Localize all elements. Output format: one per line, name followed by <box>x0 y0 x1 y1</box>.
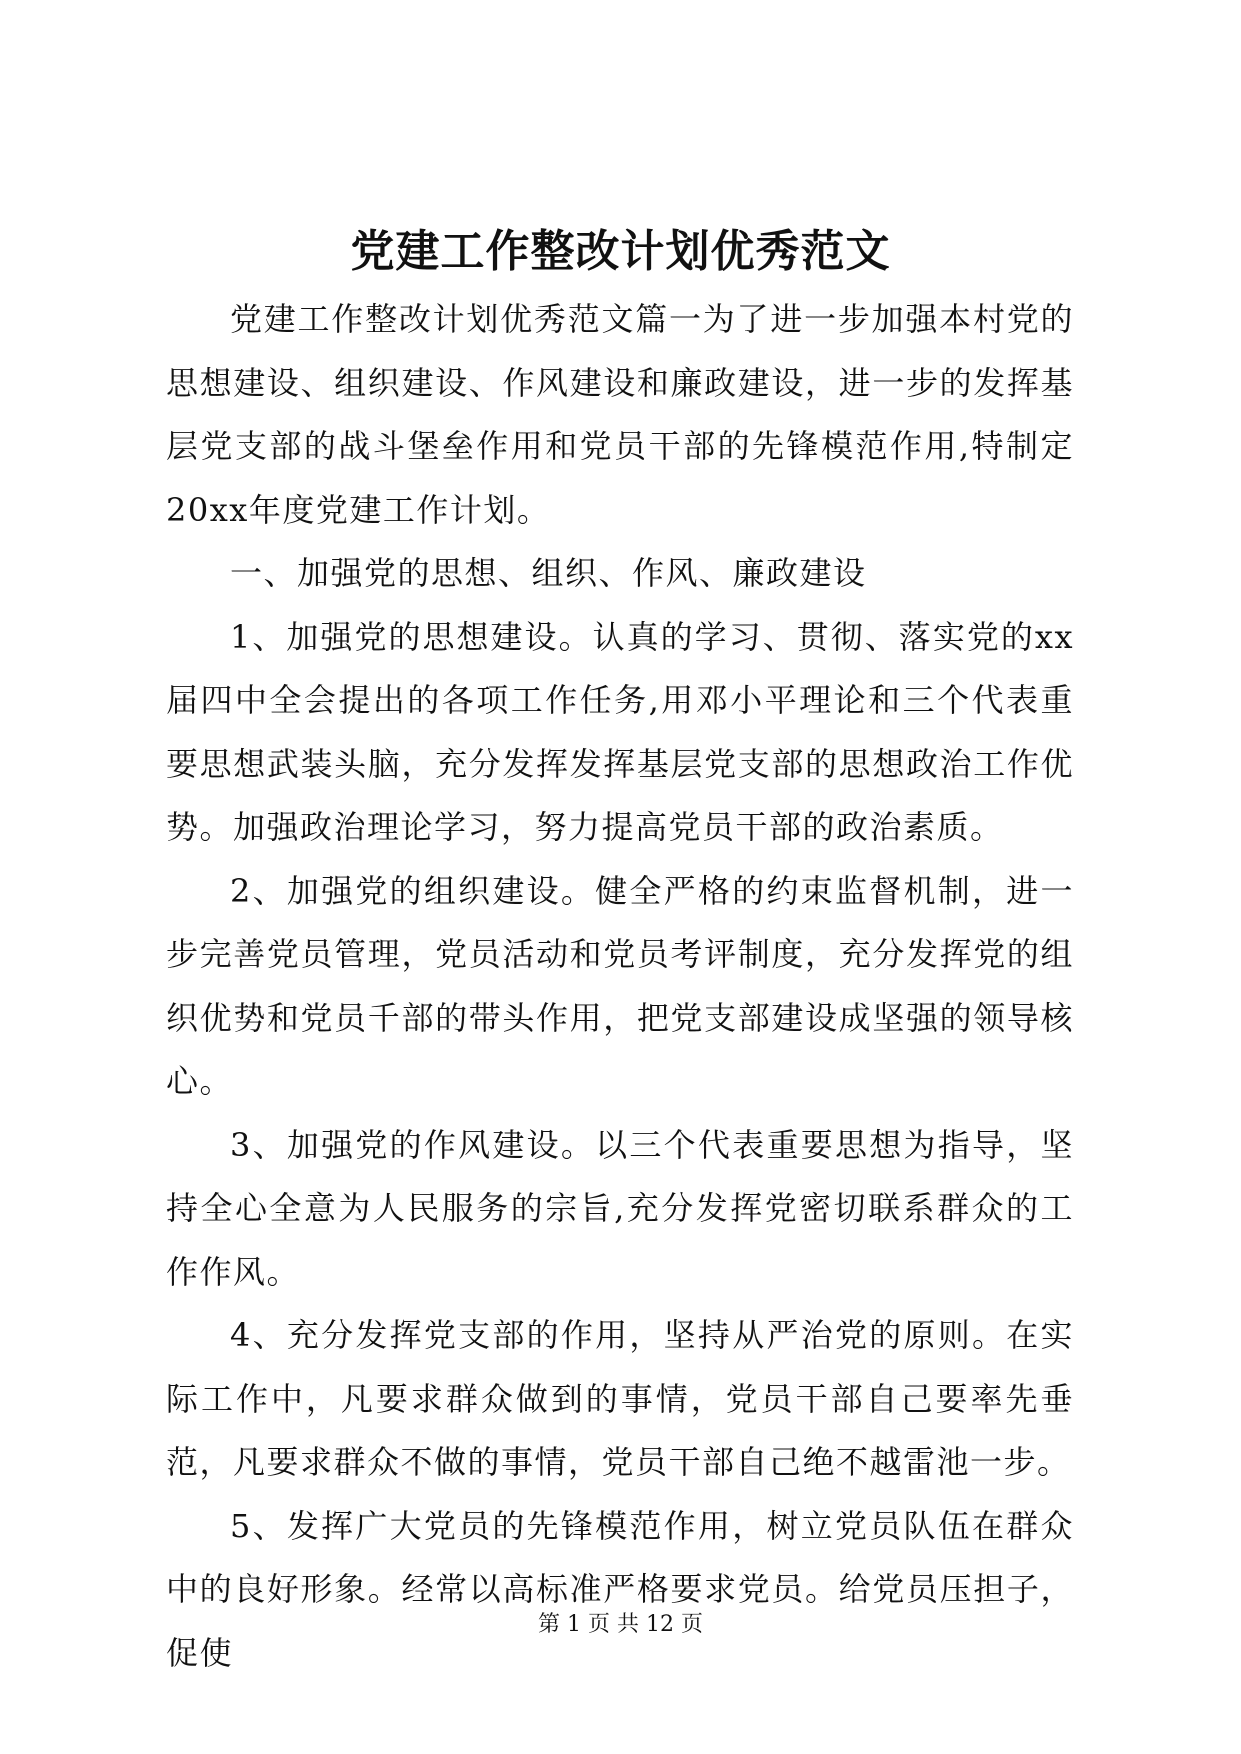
document-body <box>166 288 1074 1685</box>
paragraph-item-3: 3、加强党的作风建设。以三个代表重要思想为指导，坚持全心全意为人民服务的宗旨,充分发挥党密切联系群众的工作作风。 <box>166 1125 1074 1291</box>
paragraph-item-5: 5、发挥广大党员的先锋模范作用，树立党员队伍在群众中的良好形象。经常以高标准严格要求党员。给党员压担子，促使 <box>166 1506 1074 1672</box>
document-title: 党建工作整改计划优秀范文 <box>350 226 891 277</box>
paragraph-item-2: 2、加强党的组织建设。健全严格的约束监督机制，进一步完善党员管理，党员活动和党员考评制度，充分发挥党的组织优势和党员千部的带头作用，把党支部建设成坚强的领导核心。 <box>166 871 1074 1100</box>
paragraph-item-4: 4、充分发挥党支部的作用，坚持从严治党的原则。在实际工作中，凡要求群众做到的事情，党员干部自己要率先垂范，凡要求群众不做的事情，党员干部自己绝不越雷池一步。 <box>166 1316 1074 1481</box>
page-footer: 第 1 页 共 12 页 <box>538 1612 703 1637</box>
paragraph-item-1: 1、加强党的思想建设。认真的学习、贯彻、落实党的xx届四中全会提出的各项工作任务,用邓小平理论和三个代表重要思想武装头脑，充分发挥发挥基层党支部的思想政治工作优势。加强政治理论学习，努力提高党员干部的政治素质。 <box>166 617 1074 846</box>
paragraph-intro: 党建工作整改计划优秀范文篇一为了进一步加强本村党的思想建设、组织建设、作风建设和廉政建设，进一步的发挥基层党支部的战斗堡垒作用和党员干部的先锋模范作用,特制定20xx年度党建工作计划。 <box>166 300 1074 529</box>
section-heading-1: 一、加强党的思想、组织、作风、廉政建设 <box>230 554 867 592</box>
